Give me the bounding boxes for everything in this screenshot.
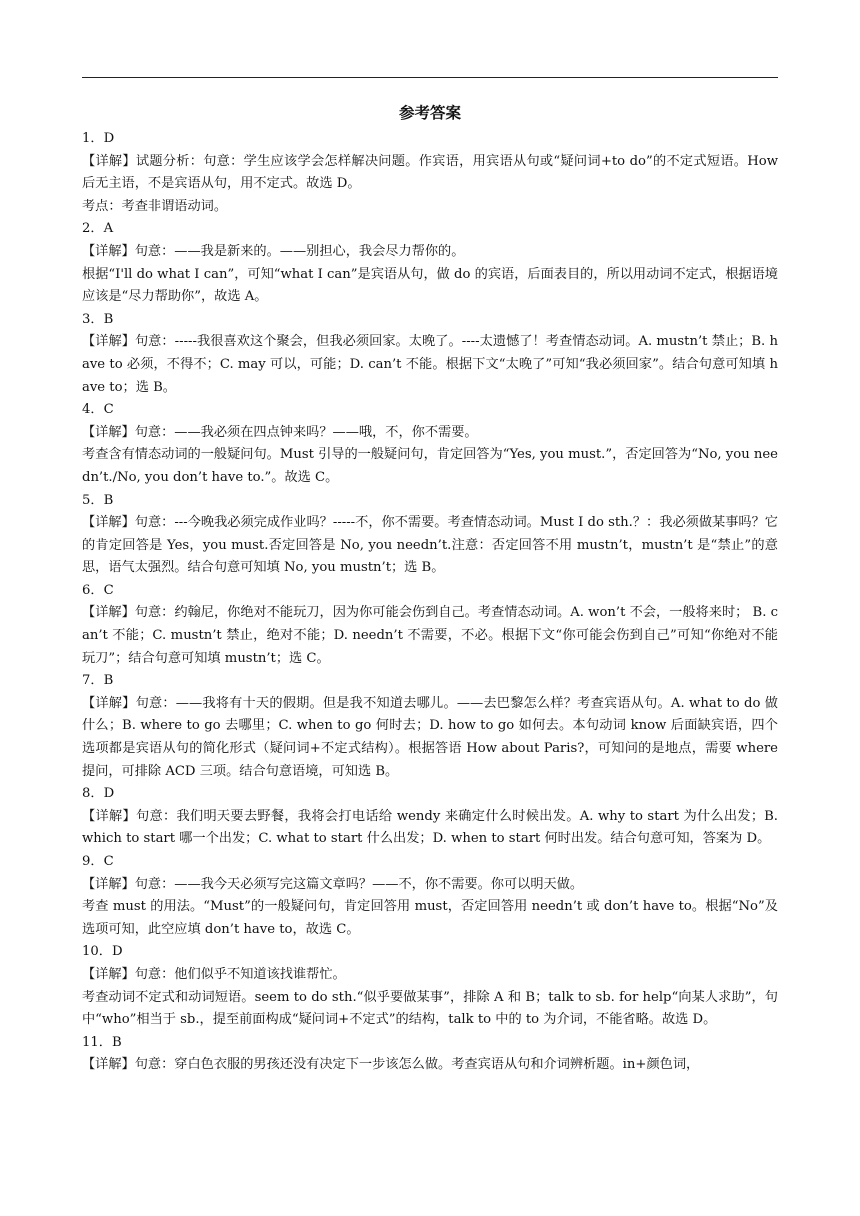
answer-explanation: 【详解】句意：——我将有十天的假期。但是我不知道去哪儿。——去巴黎怎么样？考查宾语从句。A. what to do 做什么；B. where to go 去哪里；C. when to go 何时去；D. how to go 如何去。本句动词 know 后面缺宾语，四个选项都是宾语从句的简化形式（疑问词+不定式结构）。根据答语 How about Paris?，可知问的是地点，需要 where 提问，可排除 ACD 三项。结合句意语境，可知选 B。 [82,695,778,779]
answer-note: 考查动词不定式和动词短语。seem to do sth.“似乎要做某事”，排除 A 和 B；talk to sb. for help“向某人求助”，句中“who”相当于 sb.，提至前面构成“疑问词+不定式”的结构，talk to 中的 to 为介词，不能省略。故选 D。 [82,989,778,1028]
answer-number: 10．D [82,944,123,960]
answer-explanation: 【详解】句意：我们明天要去野餐，我将会打电话给 wendy 来确定什么时候出发。A. why to start 为什么出发；B. which to start 哪一个出发；C. what to start 什么出发；D. when to start 何时出发。结合句意可知，答案为 D。 [82,808,778,847]
answer-number: 8．D [82,786,115,802]
answer-number: 3．B [82,311,114,327]
answer-item [82,128,778,218]
answer-number: 1．D [82,131,115,146]
answer-explanation: 【详解】句意：约翰尼，你绝对不能玩刀，因为你可能会伤到自己。考查情态动词。A. won’t 不会，一般将来时； B. can’t 不能；C. mustn’t 禁止，绝对不能；D. needn’t 不需要，不必。根据下文“你可能会伤到自己”可知“你绝对不能玩刀”；结合句意可知填 mustn’t；选 C。 [82,605,778,666]
answer-explanation: 【详解】试题分析：句意：学生应该学会怎样解决问题。作宾语，用宾语从句或“疑问词+to do”的不定式短语。How 后无主语，不是宾语从句，用不定式。故选 D。 [82,153,778,192]
answer-item [82,399,778,489]
header-rule [82,77,778,78]
answer-explanation: 【详解】句意：---今晚我必须完成作业吗？-----不，你不需要。考查情态动词。Must I do sth.？：我必须做某事吗？它的肯定回答是 Yes，you must.否定回答是 No, you needn’t.注意：否定回答不用 mustn’t，mustn’t 是“禁止”的意思，语气太强烈。结合句意可知填 No, you mustn’t；选 B。 [82,515,778,576]
answer-number: 7．B [82,673,114,689]
answer-list [82,128,778,1077]
answer-explanation: 【详解】句意：——我必须在四点钟来吗？——哦，不，你不需要。 [82,424,478,440]
answer-item [82,490,778,580]
answer-item [82,1032,778,1077]
answer-note: 考查 must 的用法。“Must”的一般疑问句，肯定回答用 must，否定回答用 needn’t 或 don’t have to。根据“No”及选项可知，此空应填 don’t have to，故选 C。 [82,899,778,937]
answer-note: 考点：考查非谓语动词。 [82,198,228,214]
answer-item [82,218,778,308]
answer-note: 根据“I'll do what I can”，可知“what I can”是宾语从句，做 do 的宾语，后面表目的，所以用动词不定式，根据语境应该是“尽力帮助你”，故选 A。 [82,266,778,305]
answer-number: 6．C [82,582,114,598]
answer-number: 11．B [82,1034,122,1050]
answer-number: 4．C [82,402,114,418]
answer-explanation: 【详解】句意：——我是新来的。——别担心，我会尽力帮你的。 [82,243,465,259]
answer-item [82,670,778,783]
answer-item [82,580,778,670]
answer-note: 考查含有情态动词的一般疑问句。Must 引导的一般疑问句，肯定回答为“Yes, you must.”，否定回答为“No, you needn’t./No, you don’t have to.”。故选 C。 [82,447,778,485]
answer-explanation: 【详解】句意：穿白色衣服的男孩还没有决定下一步该怎么做。考查宾语从句和介词辨析题。in+颜色词， [82,1057,700,1073]
answer-number: 5．B [82,492,114,508]
answer-explanation: 【详解】句意：-----我很喜欢这个聚会，但我必须回家。太晚了。----太遗憾了！考查情态动词。A. mustn’t 禁止；B. have to 必须，不得不；C. may 可以，可能；D. can’t 不能。根据下文“太晚了”可知“我必须回家”。结合句意可知填 have to；选 B。 [82,334,778,395]
answer-explanation: 【详解】句意：——我今天必须写完这篇文章吗？——不，你不需要。你可以明天做。 [82,876,584,892]
answer-item [82,851,778,941]
answer-number: 9．C [82,854,114,869]
answer-item [82,783,778,851]
answer-item [82,941,778,1031]
page-title: 参考答案 [398,104,461,122]
answer-explanation: 【详解】句意：他们似乎不知道该找谁帮忙。 [82,966,346,982]
answer-item [82,309,778,399]
answer-number: 2．A [82,221,114,237]
